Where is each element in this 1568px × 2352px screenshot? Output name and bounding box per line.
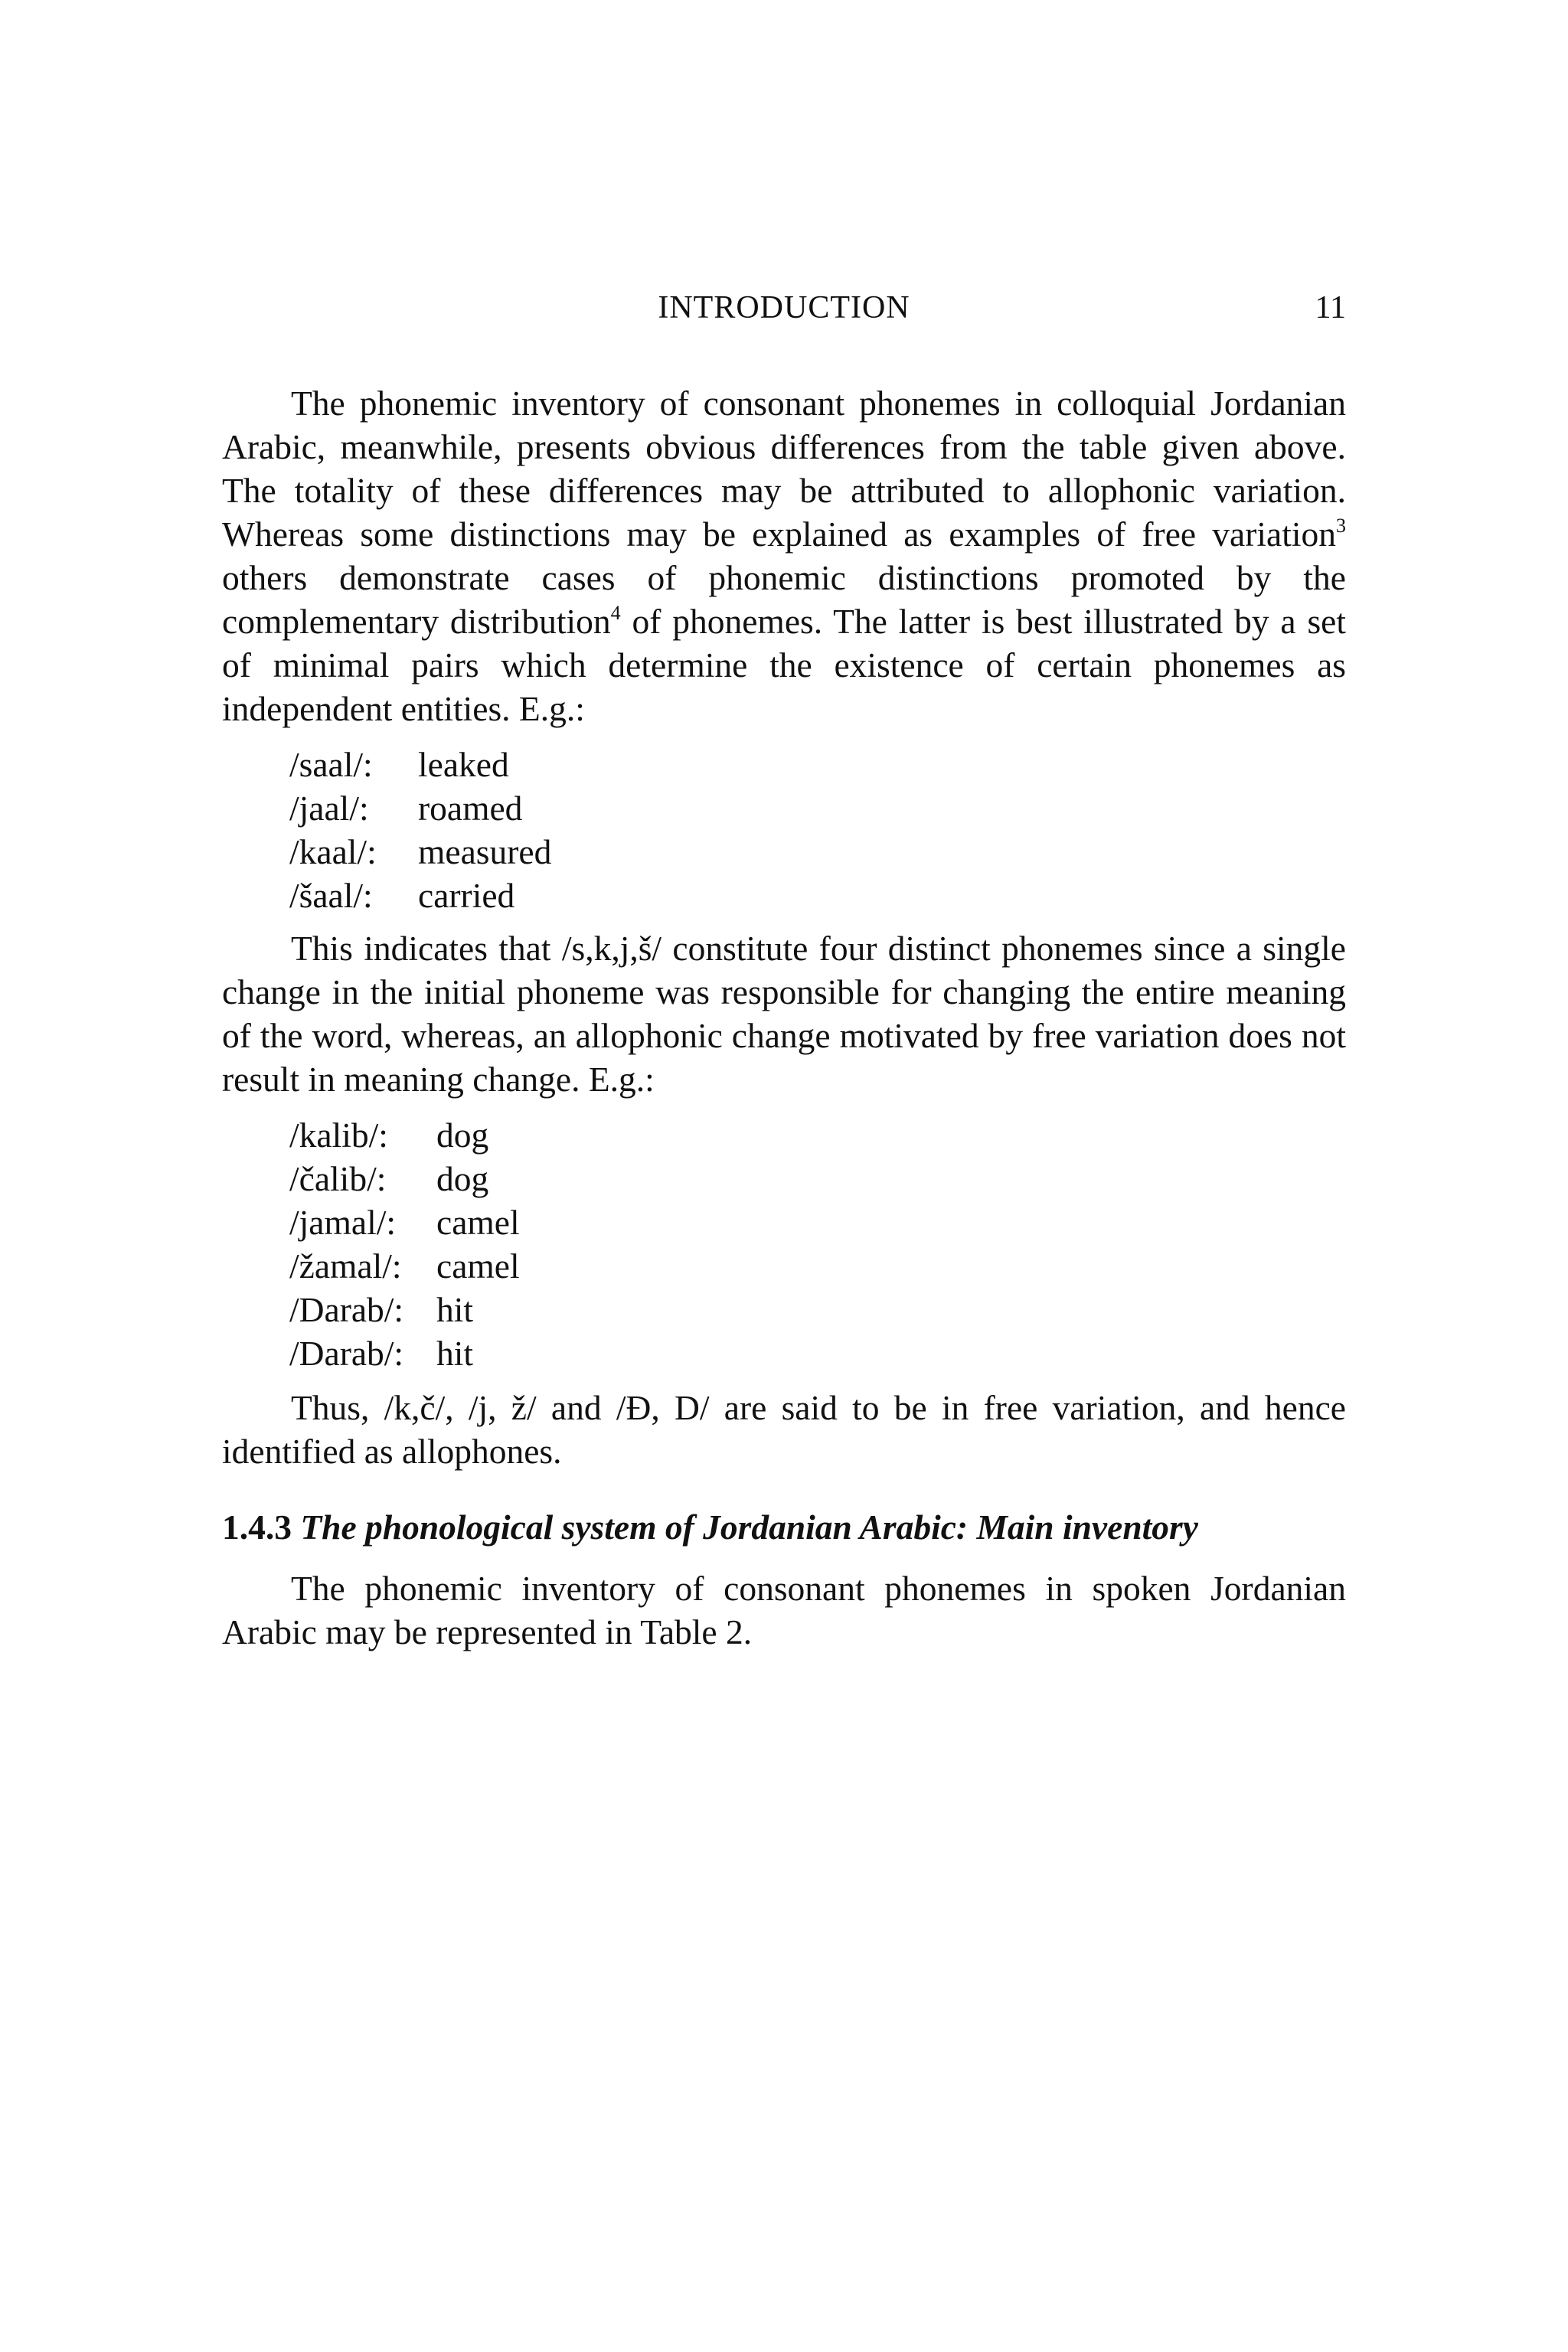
- example-form: /jaal/:: [289, 789, 369, 828]
- footnote-reference: 4: [610, 602, 621, 624]
- example-form: /jamal/:: [289, 1203, 396, 1242]
- example-gloss: dog: [436, 1116, 489, 1155]
- footnote-reference: 3: [1336, 514, 1346, 537]
- example-row: [289, 874, 551, 917]
- paragraph-part: of phonemes. The latter is best illustrated by a set of minimal pairs which determine the existence of certain phonemes as independent entities. E.g.:: [222, 602, 1346, 728]
- example-form: /žamal/:: [289, 1246, 402, 1285]
- paragraph-text: This indicates that /s,k,j,š/ constitute four distinct phonemes since a single change in the initial phoneme was responsible for changing the entire meaning of the word, whereas, an allophonic change motivated by free variation does not result in meaning change. E.g.:: [222, 929, 1346, 1099]
- example-row: [289, 1157, 520, 1200]
- example-form: /kalib/:: [289, 1116, 388, 1155]
- page-number: 11: [1315, 290, 1346, 325]
- paragraph-free-variation: [222, 1386, 1346, 1473]
- paragraph-text: [222, 381, 1346, 730]
- example-row: [289, 1200, 520, 1244]
- example-gloss: dog: [436, 1159, 489, 1198]
- example-form: /šaal/:: [289, 876, 373, 915]
- example-form: /Darab/:: [289, 1334, 404, 1373]
- example-gloss: measured: [418, 832, 552, 871]
- paragraph-text: Thus, /k,č/, /j, ž/ and /Ð, D/ are said to be in free variation, and hence identified as allophones.: [222, 1388, 1346, 1471]
- example-row: [289, 1288, 520, 1331]
- example-row: [289, 1331, 520, 1375]
- section-heading: [222, 1505, 1198, 1549]
- paragraph-phonemic-inventory: [222, 381, 1346, 730]
- example-gloss: camel: [436, 1246, 520, 1285]
- example-form: /saal/:: [289, 745, 373, 784]
- example-gloss: leaked: [418, 745, 509, 784]
- section-number: 1.4.3: [222, 1508, 292, 1547]
- section-title: The phonological system of Jordanian Arabic: Main inventory: [300, 1508, 1198, 1547]
- example-row: [289, 1113, 520, 1157]
- example-gloss: camel: [436, 1203, 520, 1242]
- example-form: /Darab/:: [289, 1290, 404, 1329]
- example-form: /čalib/:: [289, 1159, 387, 1198]
- example-gloss: hit: [436, 1334, 474, 1373]
- running-title: INTRODUCTION: [658, 290, 910, 325]
- example-gloss: carried: [418, 876, 515, 915]
- paragraph-part: others demonstrate cases of phonemic distinctions promoted by the complementary distribution: [222, 558, 1346, 641]
- example-row: [289, 830, 551, 874]
- example-row: [289, 1244, 520, 1288]
- paragraph-part: The phonemic inventory of consonant phonemes in colloquial Jordanian Arabic, meanwhile, presents obvious differences from the table given above. The totality of these differences may be attributed to allophonic variation. Whereas some distinctions may be explained as examples of free variation: [222, 384, 1346, 554]
- example-gloss: hit: [436, 1290, 474, 1329]
- paragraph-distinct-phonemes: [222, 926, 1346, 1101]
- example-row: [289, 743, 551, 786]
- running-header: [222, 285, 1346, 331]
- minimal-pairs-list: [289, 743, 551, 917]
- paragraph-main-inventory: [222, 1566, 1346, 1654]
- example-form: /kaal/:: [289, 832, 377, 871]
- paragraph-text: The phonemic inventory of consonant phonemes in spoken Jordanian Arabic may be represented in Table 2.: [222, 1569, 1346, 1651]
- example-gloss: roamed: [418, 789, 523, 828]
- example-row: [289, 786, 551, 830]
- free-variation-list: [289, 1113, 520, 1375]
